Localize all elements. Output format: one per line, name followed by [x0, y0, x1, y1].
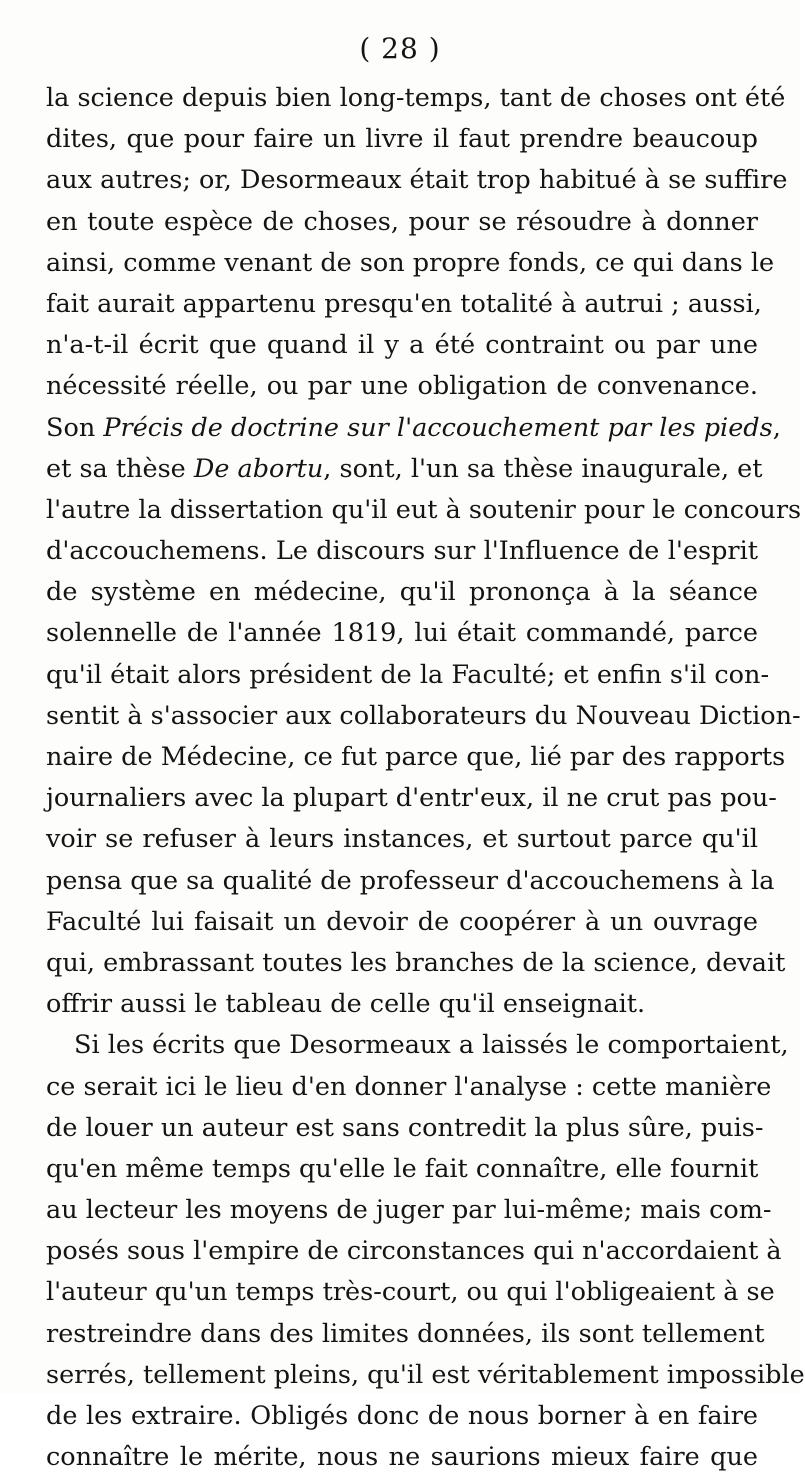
text-line: fait aurait appartenu presqu'en totalité à autrui ; aussi, [46, 288, 762, 319]
text-line: voir se refuser à leurs instances, et surtout parce qu'il [46, 824, 758, 855]
text-line: au lecteur les moyens de juger par lui-même; mais com- [46, 1195, 772, 1226]
text-line: n'a-t-il écrit que quand il y a été contraint ou par une [46, 330, 758, 361]
text-line: l'auteur qu'un temps très-court, ou qui l'obligeaient à se [46, 1277, 775, 1308]
text-line: dites, que pour faire un livre il faut prendre beaucoup [46, 124, 758, 155]
text-line: offrir aussi le tableau de celle qu'il enseignait. [46, 989, 646, 1020]
text-line: naire de Médecine, ce fut parce que, lié par des rapports [46, 742, 786, 772]
text-line: qu'en même temps qu'elle le fait connaître, elle fournit [46, 1153, 759, 1184]
italic-title: De abortu [193, 453, 324, 484]
text-line: de louer un auteur est sans contredit la plus sûre, puis- [46, 1112, 764, 1143]
text-span: , sont, l'un sa thèse inaugurale, et [323, 453, 763, 484]
page-number: ( 28 ) [359, 32, 441, 65]
text-line: Faculté lui faisait un devoir de coopérer à un ouvrage [46, 906, 758, 937]
text-line: qu'il était alors président de la Faculté; et enfin s'il con- [46, 659, 770, 690]
text-line: serrés, tellement pleins, qu'il est véritablement impossible [46, 1359, 805, 1390]
text-line: ce serait ici le lieu d'en donner l'analyse : cette manière [46, 1071, 772, 1102]
text-line: l'autre la dissertation qu'il eut à soutenir pour le concours [46, 494, 802, 525]
text-line: d'accouchemens. Le discours sur l'Influence de l'esprit [46, 536, 758, 567]
text-span: et sa thèse [46, 453, 194, 484]
text-line: Si les écrits que Desormeaux a laissés le comportaient, [74, 1030, 789, 1061]
italic-title: Précis de doctrine sur l'accouchement par les pieds [103, 412, 773, 443]
text-line: ainsi, comme venant de son propre fonds, ce qui dans le [46, 247, 775, 278]
text-line: sentit à s'associer aux collaborateurs du Nouveau Diction- [46, 700, 801, 731]
text-line: pensa que sa qualité de professeur d'accouchemens à la [46, 865, 775, 896]
text-line: la science depuis bien long-temps, tant de choses ont été [46, 83, 786, 113]
text-line [46, 449, 763, 490]
text-line: nécessité réelle, ou par une obligation de convenance. [46, 371, 758, 402]
text-line: posés sous l'empire de circonstances qui n'accordaient à [46, 1236, 782, 1267]
text-line: restreindre dans des limites données, ils sont tellement [46, 1318, 765, 1349]
text-line: en toute espèce de choses, pour se résoudre à donner [46, 206, 758, 237]
text-line: connaître le mérite, nous ne saurions mieux faire que [46, 1442, 758, 1473]
text-line: aux autres; or, Desormeaux était trop habitué à se suffire [46, 165, 788, 196]
text-line: qui, embrassant toutes les branches de la science, devait [46, 947, 786, 978]
text-span: , [772, 412, 781, 443]
text-line [46, 408, 781, 449]
text-line: de les extraire. Obligés donc de nous borner à en faire [46, 1401, 758, 1431]
body-text [46, 78, 805, 1478]
text-line: journaliers avec la plupart d'entr'eux, il ne crut pas pou- [46, 783, 777, 814]
text-line: de système en médecine, qu'il prononça à la séance [46, 577, 758, 608]
text-span: Son [46, 412, 104, 443]
text-line: solennelle de l'année 1819, lui était commandé, parce [46, 618, 758, 649]
